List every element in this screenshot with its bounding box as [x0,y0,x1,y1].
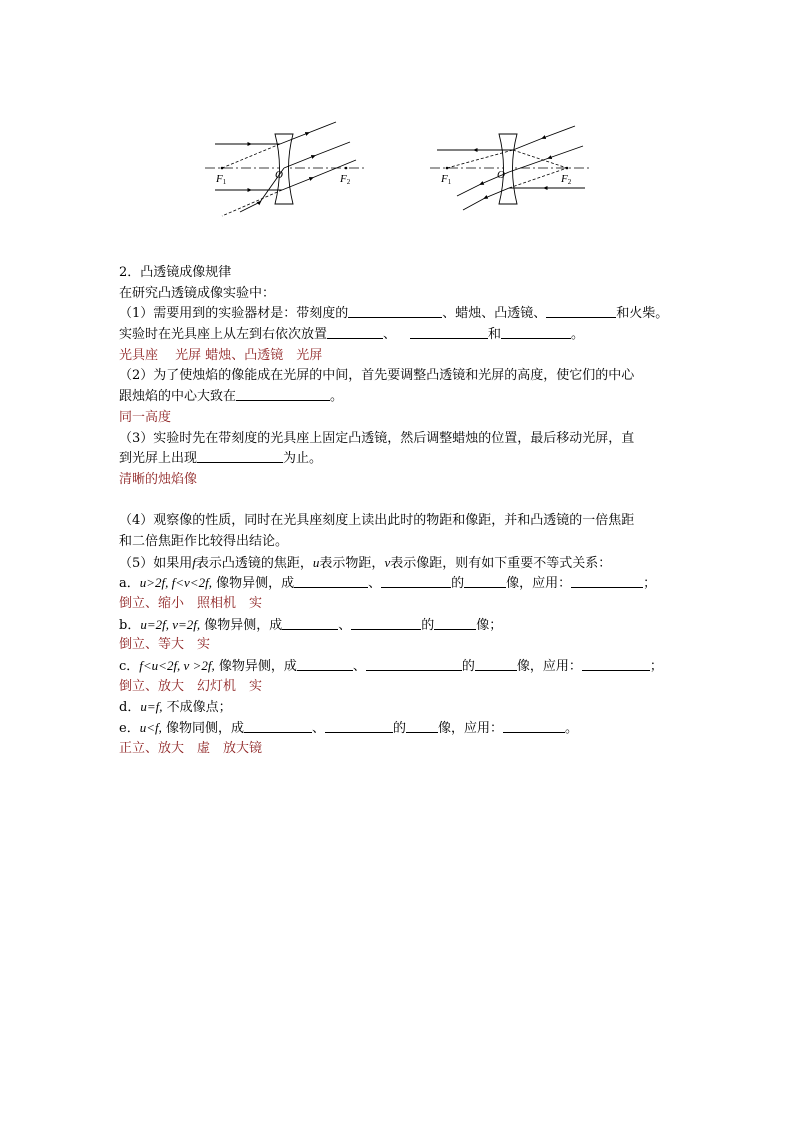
case-e-line: e．u<f, 像物同侧，成 、 的 像，应用： 。 [119,720,579,737]
blank[interactable] [327,325,383,339]
case-c-line: c．f<u<2f, v >2f, 像物异侧，成 、 的 像，应用： ； [119,658,663,675]
blank[interactable] [325,719,393,733]
center-o-label: O [497,169,505,181]
focus-f2-label: F2 [561,173,572,186]
focus-f2-label: F2 [340,173,351,186]
section-intro: 在研究凸透镜成像实验中： [119,285,276,301]
blank[interactable] [351,616,421,630]
blank[interactable] [348,304,442,318]
q4-line1: （4）观察像的性质，同时在光具座刻度上读出此时的物距和像距，并和凸透镜的一倍焦距 [119,513,635,529]
blank[interactable] [571,574,643,588]
case-d-line: d．u=f, 不成像点； [119,699,232,716]
blank[interactable] [546,304,616,318]
case-e-answer: 正立、放大 虚 放大镜 [119,740,263,756]
blank[interactable] [410,325,488,339]
blank[interactable] [406,719,438,733]
q2-line2: 跟烛焰的中心大致在 。 [119,389,344,405]
case-a-answer: 倒立、缩小 照相机 实 [119,596,263,611]
center-o-label: O [275,169,283,181]
case-c-answer: 倒立、放大 幻灯机 实 [119,678,263,694]
section-heading: 2．凸透镜成像规律 [119,265,232,280]
blank[interactable] [381,574,451,588]
q4-line2: 和二倍焦距作比较得出结论。 [119,533,289,549]
case-a-line: a．u>2f, f<v<2f, 像物异侧，成 、 的 像，应用： ； [119,575,657,592]
q3-line1: （3）实验时先在带刻度的光具座上固定凸透镜，然后调整蜡烛的位置，最后移动光屏，直 [119,430,635,446]
q3-line2: 到光屏上出现 为止。 [119,451,323,467]
blank[interactable] [503,719,565,733]
q1-line2: 实验时在光具座上从左到右依次放置 、 和 。 [119,327,585,343]
blank[interactable] [297,657,353,671]
case-b-answer: 倒立、等大 实 [119,637,211,653]
q1-line1: （1）需要用到的实验器材是：带刻度的 、蜡烛、凸透镜、 和火柴。 [119,306,669,322]
blank[interactable] [197,449,283,463]
case-b-line: b．u=2f, v=2f, 像物异侧，成 、 的 像； [119,616,503,633]
blank[interactable] [366,657,462,671]
q1-answer: 光具座 光屏 蜡烛、凸透镜 光屏 [119,347,323,363]
focus-f1-label: F1 [216,173,227,186]
blank[interactable] [501,325,571,339]
q2-answer: 同一高度 [119,409,172,425]
concave-lens-diagram-left [200,120,380,220]
worksheet-content [119,263,679,760]
q5-line: （5）如果用f表示凸透镜的焦距，u表示物距，v表示像距，则有如下重要不等式关系： [119,554,612,571]
concave-lens-diagram-right [425,120,605,220]
blank[interactable] [434,616,476,630]
blank[interactable] [294,574,368,588]
focus-f1-label: F1 [441,173,452,186]
q3-answer: 清晰的烛焰像 [119,471,198,487]
blank[interactable] [582,657,650,671]
blank[interactable] [244,719,312,733]
blank[interactable] [464,574,506,588]
spacer [119,491,679,512]
blank[interactable] [282,616,338,630]
blank[interactable] [475,657,517,671]
blank[interactable] [236,387,330,401]
q2-line1: （2）为了使烛焰的像能成在光屏的中间，首先要调整凸透镜和光屏的高度，使它们的中心 [119,368,635,384]
